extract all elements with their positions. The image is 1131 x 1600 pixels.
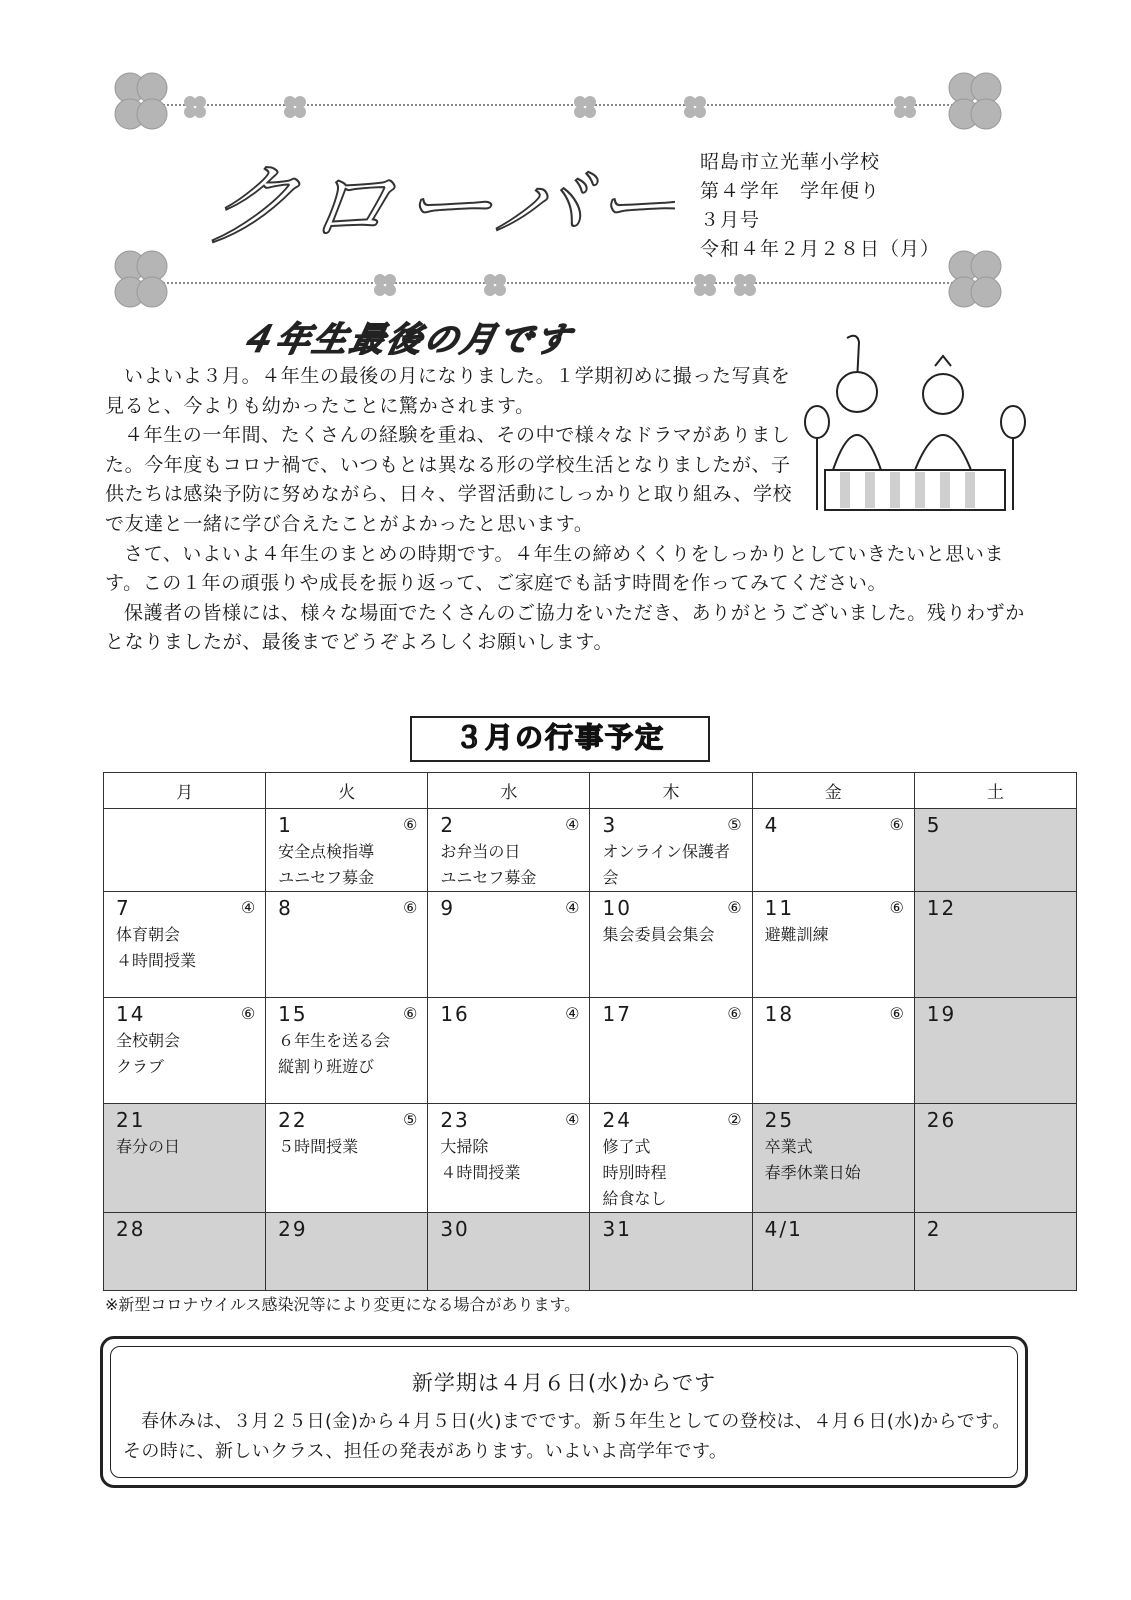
small-clover-icon	[890, 92, 920, 122]
event-item: 修了式	[602, 1137, 651, 1156]
calendar-day-cell	[104, 892, 266, 998]
day-header	[440, 896, 579, 920]
day-number: 23	[440, 1108, 470, 1132]
calendar-day-cell	[428, 1104, 590, 1213]
period-count: ⑥	[889, 815, 904, 834]
calendar-week-row	[104, 1104, 1077, 1213]
day-header	[440, 1002, 579, 1026]
article-title: ４年生最後の月です	[235, 320, 577, 360]
calendar-day-cell	[752, 892, 914, 998]
calendar-day-cell	[266, 998, 428, 1104]
day-header	[278, 1002, 417, 1026]
event-item: ５時間授業	[278, 1137, 359, 1156]
day-number: 11	[764, 896, 795, 920]
calendar-day-cell	[428, 1213, 590, 1291]
day-number: 16	[440, 1002, 470, 1026]
period-count: ⑥	[402, 815, 418, 834]
calendar-day-cell	[590, 892, 752, 998]
calendar-day-cell	[752, 998, 914, 1104]
day-header	[765, 1217, 904, 1241]
weekday-header-row	[104, 773, 1077, 809]
school-name: 昭島市立光華小学校	[700, 151, 881, 173]
calendar-day-cell	[914, 809, 1076, 892]
calendar-day-cell	[428, 809, 590, 892]
calendar-day-cell	[104, 1104, 266, 1213]
day-number: 15	[278, 1002, 308, 1026]
event-item: 時別時程	[602, 1163, 667, 1182]
event-item: 体育朝会	[116, 925, 181, 944]
issue-number: ３月号	[700, 209, 761, 231]
day-number: 19	[926, 1002, 957, 1026]
notice-title: 新学期は４月６日(水)からです	[411, 1371, 717, 1395]
calendar-week-row	[104, 892, 1077, 998]
calendar-day-cell	[590, 998, 752, 1104]
day-header	[116, 1002, 255, 1026]
event-item: お弁当の日	[440, 842, 521, 861]
event-calendar	[103, 772, 1077, 1291]
day-header	[927, 813, 1066, 837]
calendar-day-cell	[266, 892, 428, 998]
period-count: ④	[565, 815, 580, 834]
small-clover-icon	[570, 92, 600, 122]
calendar-day-cell	[266, 1104, 428, 1213]
event-item: 縦割り班遊び	[278, 1057, 375, 1076]
period-count: ⑥	[240, 1004, 256, 1023]
period-count: ⑥	[727, 1004, 742, 1023]
day-number: 17	[602, 1002, 632, 1026]
day-header	[278, 1217, 417, 1241]
school-info	[700, 148, 940, 264]
event-item: ４時間授業	[440, 1163, 521, 1182]
day-number: 2	[440, 813, 456, 837]
period-count: ④	[565, 898, 580, 917]
notice-box	[100, 1336, 1028, 1488]
period-count: ⑤	[727, 815, 742, 834]
weekday-thu: 木	[590, 773, 752, 809]
event-item: 給食なし	[602, 1189, 667, 1208]
period-count: ⑥	[727, 898, 742, 917]
clover-icon	[928, 70, 1018, 140]
article-paragraph: さて、いよいよ４年生のまとめの時期です。４年生の締めくくりをしっかりとしていきたいと思います。この１年の頑張りや成長を振り返って、ご家庭でも話す時間を作ってみてください。	[105, 542, 1005, 595]
notice-text	[123, 1407, 1023, 1467]
day-header	[278, 1108, 417, 1132]
event-item: 大掃除	[440, 1137, 489, 1156]
event-item: 安全点検指導	[278, 842, 375, 861]
article-paragraph: ４年生の一年間、たくさんの経験を重ね、その中で様々なドラマがありました。今年度もコロナ禍で、いつもとは異なる形の学校生活となりましたが、子供たちは感染予防に努めながら、日々、学習活動にしっかりと取り組み、学校で友達と一緒に学び合えたことがよかったと思います。	[105, 424, 793, 535]
event-item: 春分の日	[116, 1137, 181, 1156]
day-number: 10	[602, 896, 632, 920]
day-number: 22	[278, 1108, 308, 1132]
day-number: 30	[440, 1217, 470, 1241]
weekday-tue: 火	[266, 773, 428, 809]
clover-icon	[100, 70, 190, 140]
event-item: ユニセフ募金	[278, 868, 375, 887]
article-paragraph: いよいよ３月。４年生の最後の月になりました。１学期初めに撮った写真を見ると、今よりも幼かったことに驚かされます。	[105, 365, 791, 417]
day-number: 24	[602, 1108, 632, 1132]
day-number: 2	[926, 1217, 942, 1241]
period-count: ④	[565, 1110, 580, 1129]
calendar-day-cell	[104, 809, 266, 892]
calendar-day-cell	[590, 1213, 752, 1291]
calendar-week-row	[104, 998, 1077, 1104]
day-number: 7	[116, 896, 131, 920]
newsletter-type: 第４学年 学年便り	[700, 180, 881, 202]
day-header	[602, 1217, 741, 1241]
day-number: 21	[116, 1108, 146, 1132]
day-header	[116, 1108, 255, 1132]
day-number: 9	[440, 896, 456, 920]
period-count: ⑥	[402, 898, 418, 917]
article-paragraph: 保護者の皆様には、様々な場面でたくさんのご協力をいただき、ありがとうございました。残りわずかとなりましたが、最後までどうぞよろしくお願いします。	[105, 601, 1025, 654]
masthead-title-svg	[205, 150, 675, 260]
event-item: クラブ	[116, 1057, 165, 1076]
issue-date: 令和４年２月２８日（月）	[700, 238, 941, 260]
clover-icon	[928, 248, 1018, 318]
calendar-day-cell	[914, 998, 1076, 1104]
day-number: 8	[278, 896, 293, 920]
day-header	[765, 896, 904, 920]
weekday-wed: 水	[428, 773, 590, 809]
day-number: 26	[926, 1108, 957, 1132]
small-clover-icon	[680, 92, 710, 122]
calendar-day-cell	[914, 892, 1076, 998]
small-clover-icon	[180, 92, 210, 122]
day-number: 28	[116, 1217, 146, 1241]
calendar-day-cell	[104, 998, 266, 1104]
day-header	[602, 1002, 741, 1026]
calendar-day-cell	[590, 1104, 752, 1213]
small-clover-icon	[370, 270, 400, 300]
notice-line: 春休みは、３月２５日(金)から４月５日(火)までです。新５年生としての登校は、４月６日(水)からです。	[141, 1411, 1011, 1432]
event-item: ４時間授業	[116, 951, 197, 970]
day-number: 4	[764, 813, 780, 837]
day-header	[278, 896, 417, 920]
notice-line: その時に、新しいクラス、担任の発表があります。いよいよ高学年です。	[123, 1441, 728, 1462]
day-header	[927, 1108, 1066, 1132]
calendar-title-box	[410, 716, 710, 762]
event-item: ユニセフ募金	[440, 868, 537, 887]
period-count: ⑥	[889, 1004, 904, 1023]
calendar-note: ※新型コロナウイルス感染況等により変更になる場合があります。	[105, 1295, 581, 1314]
article-body	[105, 362, 1025, 658]
day-header	[765, 1002, 904, 1026]
notice-box-inner	[110, 1346, 1018, 1478]
clover-border-top	[100, 70, 1020, 140]
small-clover-icon	[480, 270, 510, 300]
event-item: 春季休業日始	[764, 1163, 861, 1182]
calendar-day-cell	[752, 1104, 914, 1213]
calendar-day-cell	[590, 809, 752, 892]
day-header	[440, 1108, 579, 1132]
period-count: ②	[727, 1110, 742, 1129]
day-number: 4/1	[764, 1217, 803, 1241]
calendar-day-cell	[752, 1213, 914, 1291]
weekday-sat: 土	[914, 773, 1076, 809]
day-number: 3	[602, 813, 618, 837]
calendar-week-row	[104, 809, 1077, 892]
period-count: ⑥	[889, 898, 904, 917]
period-count: ⑥	[402, 1004, 418, 1023]
day-header	[116, 1217, 255, 1241]
day-header	[440, 813, 579, 837]
calendar-day-cell	[914, 1104, 1076, 1213]
day-header	[602, 896, 741, 920]
period-count: ⑤	[402, 1110, 418, 1129]
day-header	[602, 1108, 741, 1132]
small-clover-icon	[730, 270, 760, 300]
day-header	[927, 1217, 1066, 1241]
day-number: 5	[926, 813, 942, 837]
day-header	[927, 896, 1066, 920]
day-number: 14	[116, 1002, 146, 1026]
calendar-day-cell	[428, 892, 590, 998]
calendar-title: ３月の行事予定	[454, 721, 665, 754]
event-item: 全校朝会	[116, 1031, 181, 1050]
day-header	[927, 1002, 1066, 1026]
day-number: 12	[926, 896, 957, 920]
weekday-mon: 月	[104, 773, 266, 809]
day-number: 29	[278, 1217, 308, 1241]
small-clover-icon	[280, 92, 310, 122]
day-header	[440, 1217, 579, 1241]
event-item: 避難訓練	[764, 925, 829, 944]
day-header	[765, 813, 904, 837]
event-item: ６年生を送る会	[278, 1031, 391, 1050]
event-item: 集会委員会集会	[602, 925, 715, 944]
day-header	[116, 896, 255, 920]
period-count: ④	[240, 898, 256, 917]
day-number: 31	[602, 1217, 632, 1241]
day-header	[602, 813, 741, 837]
calendar-day-cell	[752, 809, 914, 892]
small-clover-icon	[690, 270, 720, 300]
calendar-day-cell	[266, 1213, 428, 1291]
calendar-day-cell	[914, 1213, 1076, 1291]
period-count: ④	[565, 1004, 580, 1023]
weekday-fri: 金	[752, 773, 914, 809]
day-number: 18	[764, 1002, 795, 1026]
masthead	[205, 150, 675, 260]
day-number: 1	[278, 813, 293, 837]
event-item: オンライン保護者会	[602, 842, 730, 887]
day-header	[765, 1108, 904, 1132]
day-number: 25	[764, 1108, 795, 1132]
calendar-day-cell	[266, 809, 428, 892]
calendar-week-row	[104, 1213, 1077, 1291]
clover-icon	[100, 248, 190, 318]
event-item: 卒業式	[764, 1137, 813, 1156]
masthead-title: クローバー	[205, 152, 675, 260]
day-header	[278, 813, 417, 837]
calendar-day-cell	[428, 998, 590, 1104]
calendar-day-cell	[104, 1213, 266, 1291]
